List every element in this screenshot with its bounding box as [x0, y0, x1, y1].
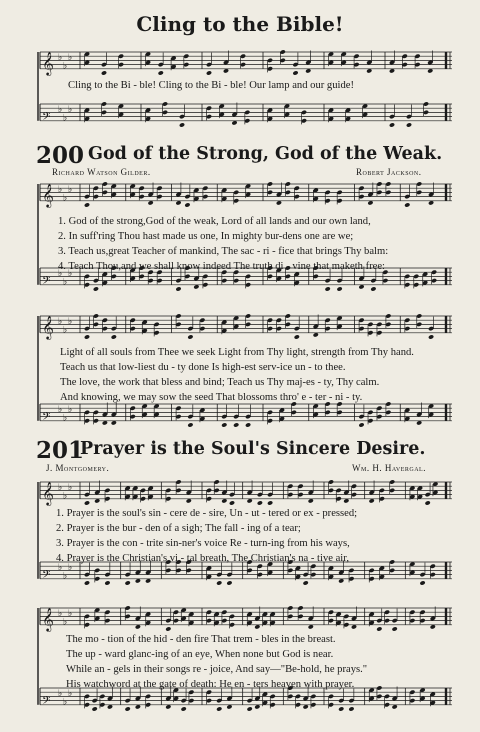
svg-text:𝄢: 𝄢	[42, 568, 51, 584]
svg-text:♭: ♭	[58, 609, 63, 620]
svg-text:𝄢: 𝄢	[42, 410, 51, 426]
verse-line: 1. Prayer is the soul's sin - cere de - sire, Un - ut - tered or ex - pressed;	[56, 508, 358, 519]
hymn-composer: Robert Jackson.	[356, 167, 422, 177]
svg-text:𝄢: 𝄢	[42, 274, 51, 290]
svg-text:♭: ♭	[68, 689, 73, 700]
svg-text:𝄞: 𝄞	[42, 182, 54, 207]
svg-text:♭: ♭	[68, 105, 73, 116]
hymn-number: 200	[36, 142, 85, 169]
hymn-top-lyric: Cling to the Bi - ble! Cling to the Bi - ble! Our lamp and our guide!	[68, 80, 354, 91]
verse-line: 3. Teach us,great Teacher of mankind, The sac - ri - fice that brings Thy balm:	[58, 246, 389, 257]
verse-block	[58, 214, 388, 274]
svg-text:♭: ♭	[68, 563, 73, 574]
verse-block	[56, 506, 357, 566]
hymn-title: God of the Strong, God of the Weak.	[88, 144, 443, 164]
svg-text:♭: ♭	[68, 185, 73, 196]
svg-text:♭: ♭	[63, 617, 68, 628]
hymn-author: J. Montgomery.	[46, 463, 110, 473]
svg-text:𝄞: 𝄞	[42, 606, 54, 631]
hymn-number: 201	[36, 437, 85, 464]
svg-text:𝄞: 𝄞	[42, 50, 54, 75]
svg-text:♭: ♭	[58, 185, 63, 196]
verse-line: 1. God of the strong,God of the weak, Lord of all lands and our own land,	[58, 216, 371, 227]
svg-text:♭: ♭	[58, 563, 63, 574]
verse-line: While an - gels in their songs re - joice, And say—"Be-hold, he prays."	[66, 664, 368, 675]
svg-text:𝄞: 𝄞	[42, 480, 54, 505]
verse-line: Teach us that low-liest du - ty done Is high-est serv-ice un - to thee.	[60, 362, 346, 373]
verse-line: His watchword at the gate of death: He en - ters heaven with prayer.	[66, 679, 355, 690]
verse-line: The up - ward glanc-ing of an eye, When none but God is near.	[66, 649, 334, 660]
svg-text:♭: ♭	[68, 609, 73, 620]
verse-line: The mo - tion of the hid - den fire That trem - bles in the breast.	[66, 634, 336, 645]
verse-block	[66, 632, 367, 692]
svg-text:♭: ♭	[58, 269, 63, 280]
verse-line: 4. Prayer is the Christian's vi - tal breath, The Christian's na - tive air,	[56, 553, 349, 564]
svg-text:♭: ♭	[63, 193, 68, 204]
svg-text:♭: ♭	[63, 571, 68, 582]
verse-line: 3. Prayer is the con - trite sin-ner's voice Re - turn-ing from his ways,	[56, 538, 350, 549]
verse-line: The love, the work that bless and bind; Teach us Thy maj-es - ty, Thy calm.	[60, 377, 380, 388]
svg-text:♭: ♭	[63, 277, 68, 288]
hymn-composer: Wm. H. Havergal.	[352, 463, 426, 473]
svg-text:𝄢: 𝄢	[42, 110, 51, 126]
svg-text:♭: ♭	[68, 317, 73, 328]
hymn-top-title: Cling to the Bible!	[136, 12, 344, 36]
hymn-title: Prayer is the Soul's Sincere Desire.	[80, 439, 426, 459]
svg-text:♭: ♭	[63, 61, 68, 72]
svg-text:♭: ♭	[68, 483, 73, 494]
verse-line: 2. In suff'ring Thou hast made us one, In mighty bur-dens one are we;	[58, 231, 354, 242]
svg-text:♭: ♭	[63, 413, 68, 424]
svg-text:𝄢: 𝄢	[42, 694, 51, 710]
svg-text:♭: ♭	[68, 53, 73, 64]
verse-line: And knowing, we may sow the seed That blossoms thro' e - ter - ni - ty.	[60, 392, 363, 403]
verse-block	[60, 345, 414, 405]
verse-line: Light of all souls from Thee we seek Light from Thy light, strength from Thy hand.	[60, 347, 414, 358]
hymn-author: Richard Watson Gilder.	[52, 167, 151, 177]
svg-text:♭: ♭	[63, 113, 68, 124]
svg-text:♭: ♭	[58, 405, 63, 416]
svg-text:♭: ♭	[58, 483, 63, 494]
svg-text:♭: ♭	[58, 53, 63, 64]
svg-text:♭: ♭	[68, 405, 73, 416]
svg-text:♭: ♭	[63, 491, 68, 502]
svg-text:♭: ♭	[58, 689, 63, 700]
svg-text:𝄞: 𝄞	[42, 314, 54, 339]
svg-text:♭: ♭	[58, 105, 63, 116]
svg-text:♭: ♭	[63, 325, 68, 336]
svg-text:♭: ♭	[68, 269, 73, 280]
svg-text:♭: ♭	[63, 697, 68, 708]
verse-line: 4. Teach Thou,and we shall know indeed The truth di - vine that maketh free:	[58, 261, 385, 272]
svg-text:♭: ♭	[58, 317, 63, 328]
verse-line: 2. Prayer is the bur - den of a sigh; The fall - ing of a tear;	[56, 523, 301, 534]
